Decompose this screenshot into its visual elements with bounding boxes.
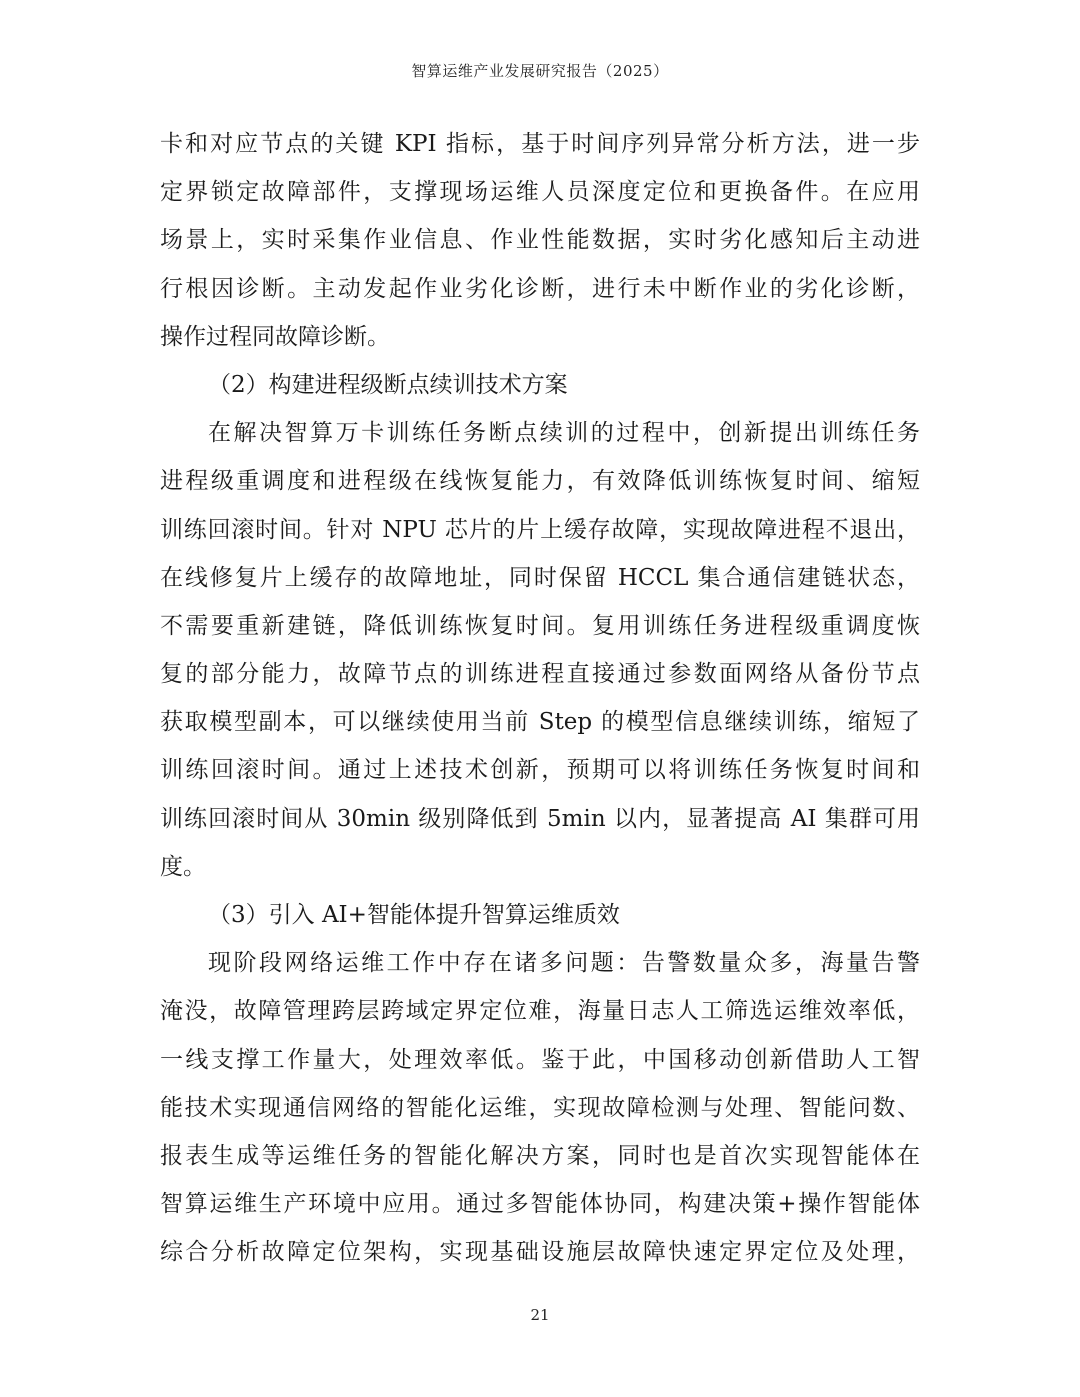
text-line: 度。 <box>160 853 206 880</box>
text-line: 不需要重新建链，降低训练恢复时间。复用训练任务进程级重调度恢 <box>160 612 920 639</box>
section-heading: （2）构建进程级断点续训技术方案 <box>208 371 568 398</box>
text-line: 现阶段网络运维工作中存在诸多问题：告警数量众多，海量告警 <box>208 950 920 977</box>
text-line: 综合分析故障定位架构，实现基础设施层故障快速定界定位及处理， <box>160 1239 920 1266</box>
running-header: 智算运维产业发展研究报告（2025） <box>411 62 669 80</box>
text-line: 进程级重调度和进程级在线恢复能力，有效降低训练恢复时间、缩短 <box>160 468 920 495</box>
text-line: 行根因诊断。主动发起作业劣化诊断，进行未中断作业的劣化诊断， <box>160 275 920 302</box>
text-line: 智算运维生产环境中应用。通过多智能体协同，构建决策+操作智能体 <box>160 1191 920 1218</box>
text-line: 训练回滚时间从 30min 级别降低到 5min 以内，显著提高 AI 集群可用 <box>160 805 920 832</box>
text-line: 训练回滚时间。针对 NPU 芯片的片上缓存故障，实现故障进程不退出， <box>160 516 920 543</box>
text-line: 淹没，故障管理跨层跨域定界定位难，海量日志人工筛选运维效率低， <box>160 998 920 1025</box>
section-heading: （3）引入 AI+智能体提升智算运维质效 <box>208 902 620 928</box>
page-number: 21 <box>530 1306 550 1324</box>
text-line: 一线支撑工作量大，处理效率低。鉴于此，中国移动创新借助人工智 <box>160 1046 920 1073</box>
text-line: 场景上，实时采集作业信息、作业性能数据，实时劣化感知后主动进 <box>160 227 920 254</box>
text-line: 操作过程同故障诊断。 <box>160 323 390 350</box>
text-line: 卡和对应节点的关键 KPI 指标，基于时间序列异常分析方法，进一步 <box>160 131 920 157</box>
body-text <box>160 120 920 1277</box>
text-line: 在线修复片上缓存的故障地址，同时保留 HCCL 集合通信建链状态， <box>160 564 920 591</box>
text-line: 报表生成等运维任务的智能化解决方案，同时也是首次实现智能体在 <box>160 1142 920 1169</box>
text-line: 获取模型副本，可以继续使用当前 Step 的模型信息继续训练，缩短了 <box>160 709 920 736</box>
text-line: 复的部分能力，故障节点的训练进程直接通过参数面网络从备份节点 <box>160 661 920 688</box>
text-line: 能技术实现通信网络的智能化运维，实现故障检测与处理、智能问数、 <box>160 1094 920 1121</box>
text-line: 在解决智算万卡训练任务断点续训的过程中，创新提出训练任务 <box>208 420 920 447</box>
text-line: 训练回滚时间。通过上述技术创新，预期可以将训练任务恢复时间和 <box>160 757 920 784</box>
text-line: 定界锁定故障部件，支撑现场运维人员深度定位和更换备件。在应用 <box>160 179 920 206</box>
